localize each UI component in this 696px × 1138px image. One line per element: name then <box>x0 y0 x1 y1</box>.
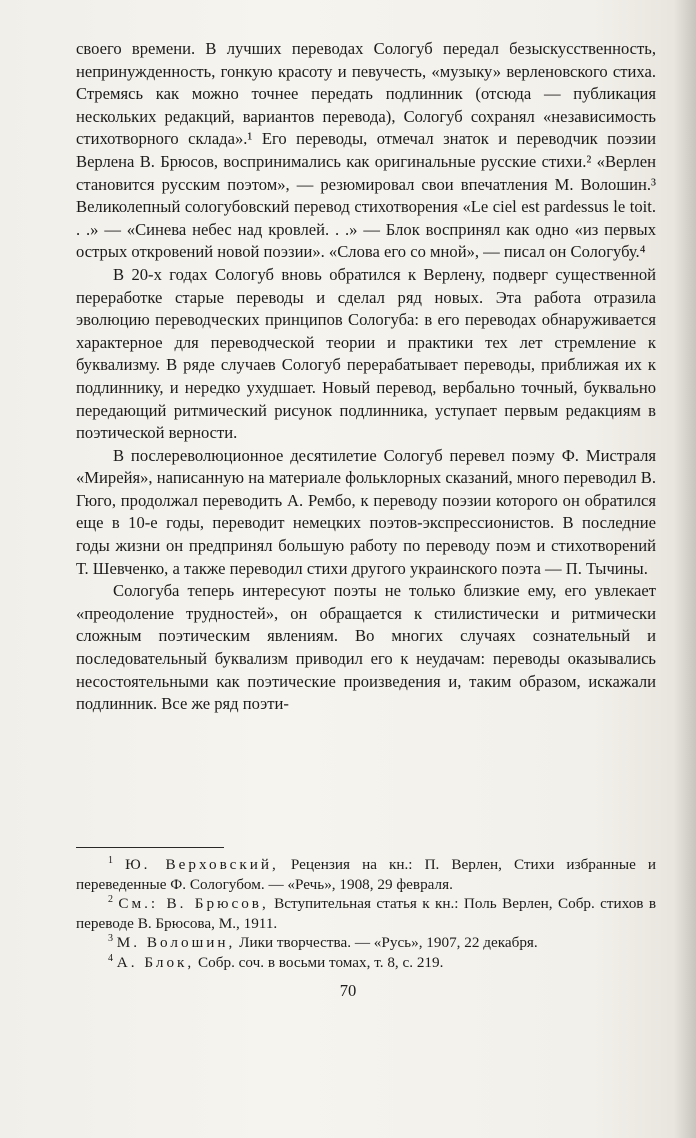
main-text <box>76 38 656 716</box>
footnote-text: Собр. соч. в восьми томах, т. 8, с. 219. <box>198 953 444 971</box>
footnote-3 <box>76 933 656 953</box>
footnote-author: А. Блок, <box>116 953 195 971</box>
paragraph-3: В послереволюционное десятилетие Сологуб перевел поэму Ф. Мистраля «Мирейя», написанную на материале фольклорных сказаний, много переводил В. Гюго, продолжал переводить А. Рембо, к переводу поэзии которого он обратился еще в 10-е годы, переводит немецких поэтов-экспрессионистов. В последние годы жизни он предпринял большую работу по переводу поэм и стихотворений Т. Шевченко, а также переводил стихи другого украинского поэта — П. Тычины. <box>76 445 656 578</box>
footnote-text: Лики творчества. — «Русь», 1907, 22 декабря. <box>239 934 538 952</box>
page-binding-shadow <box>674 0 696 1138</box>
footnote-number: 4 <box>108 952 113 964</box>
footnote-number: 1 <box>108 855 113 866</box>
paragraph-2: В 20-х годах Сологуб вновь обратился к Верлену, подверг существенной переработке старые переводы и сделал ряд новых. Эта работа отразила эволюцию переводческих принципов Сологуба: в его переводах обнаруживается характерное для переводческой теории и практики тех лет стремление к буквализму. В ряде случаев Сологуб перерабатывает переводы, приближая их к подлиннику, и нередко ухудшает. Новый перевод, вербально точный, буквально передающий ритмический рисунок подлинника, уступает первым редакциям в поэтической верности. <box>76 264 656 443</box>
footnote-author: Ю. Верховский, <box>125 856 279 873</box>
footnote-text: Рецензия на кн.: П. Верлен, Стихи избранные и переведенные Ф. Сологубом. — «Речь», 1908, 29 февраля. <box>76 856 657 893</box>
footnote-number: 2 <box>108 894 113 906</box>
footnotes <box>76 855 656 973</box>
footnote-1 <box>76 855 656 894</box>
footnote-separator <box>76 847 224 848</box>
footnote-number: 3 <box>108 933 113 945</box>
footnote-author: М. Волошин, <box>116 934 236 952</box>
page-number: 70 <box>339 981 357 1000</box>
footnote-author: См.: В. Брюсов, <box>118 895 269 913</box>
footnote-2 <box>76 894 656 933</box>
paragraph-1: своего времени. В лучших переводах Сологуб передал безыскусственность, непринужденность, гонкую красоту и певучесть, «музыку» верленовского стиха. Стремясь как можно точнее передать подлинник (отсюда — публикация нескольких редакций, вариантов перевода), Сологуб сохранял «независимость стихотворного склада».¹ Его переводы, отмечал знаток и переводчик поэзии Верлена В. Брюсов, воспринимались как оригинальные русские стихи.² «Верлен становится русским поэтом», — резюмировал свои впечатления М. Волошин.³ Великолепный сологубовский перевод стихотворения «Le ciel est pardessus le toit. . .» — «Синева небес над кровлей. . .» — Блок воспринял как одно «из первых острых откровений новой поэзии». «Слова его со мной», — писал он Сологубу.⁴ <box>76 39 656 262</box>
footnote-4 <box>76 953 656 973</box>
footnote-text: Вступительная статья к кн.: Поль Верлен, Собр. стихов в переводе В. Брюсова, М., 1911. <box>76 895 657 932</box>
paragraph-4: Сологуба теперь интересуют поэты не только близкие ему, его увлекает «преодоление трудностей», он обращается к стилистически и ритмически сложным поэтическим явлениям. Во многих случаях сознательный и последовательный буквализм приводил его к неудачам: переводы оказывались несостоятельными как поэтические произведения и, таким образом, искажали подлинник. Все же ряд поэти- <box>76 581 656 714</box>
